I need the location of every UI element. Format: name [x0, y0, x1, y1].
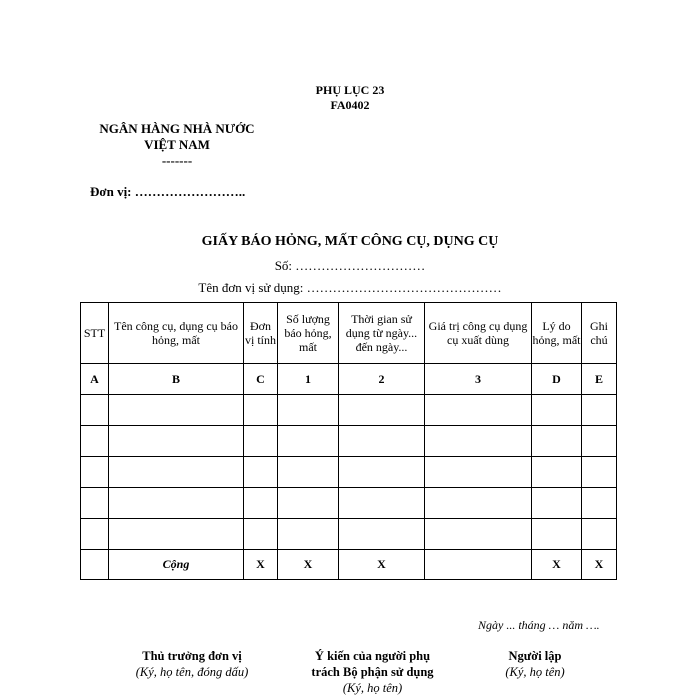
- col-header-stt: STT: [81, 303, 109, 364]
- table-cell: [244, 395, 278, 426]
- table-cell: [532, 426, 582, 457]
- unit-label: Đơn vị: ……………………..: [90, 184, 246, 199]
- table-cell: [81, 395, 109, 426]
- table-cell: [425, 395, 532, 426]
- table-cell: [278, 519, 339, 550]
- table-cell: [582, 488, 617, 519]
- table-cell: [278, 426, 339, 457]
- total-cell: [425, 550, 532, 580]
- table-cell: [278, 488, 339, 519]
- code-cell: B: [109, 364, 244, 395]
- table-cell: [278, 457, 339, 488]
- date-line: Ngày ... tháng … năm ….: [478, 618, 600, 632]
- total-row: [81, 550, 617, 580]
- table-cell: [339, 488, 425, 519]
- table-row: [81, 426, 617, 457]
- signature-preparer: [480, 648, 590, 680]
- table-cell: [81, 488, 109, 519]
- code-cell: A: [81, 364, 109, 395]
- table-cell: [109, 457, 244, 488]
- table-cell: [425, 457, 532, 488]
- table-cell: [582, 457, 617, 488]
- code-cell: D: [532, 364, 582, 395]
- signature-title: Thủ trưởng đơn vị: [142, 649, 242, 663]
- appendix-number: PHỤ LỤC 23: [315, 83, 385, 97]
- table-cell: [244, 488, 278, 519]
- table-cell: [582, 395, 617, 426]
- code-cell: C: [244, 364, 278, 395]
- report-table: [80, 302, 617, 580]
- table-cell: [582, 519, 617, 550]
- total-cell: X: [244, 550, 278, 580]
- table-cell: [244, 457, 278, 488]
- code-cell: 1: [278, 364, 339, 395]
- code-cell: E: [582, 364, 617, 395]
- table-cell: [244, 426, 278, 457]
- table-cell: [81, 519, 109, 550]
- col-header-quantity: Số lượng báo hỏng, mất: [278, 303, 339, 364]
- table-cell: [532, 395, 582, 426]
- table-cell: [339, 426, 425, 457]
- total-cell: X: [278, 550, 339, 580]
- table-cell: [109, 519, 244, 550]
- document-number: Số: …………………………: [274, 258, 426, 273]
- table-row: [81, 395, 617, 426]
- signature-title: Người lập: [508, 649, 562, 663]
- col-header-value: Giá trị công cụ dụng cụ xuất dùng: [425, 303, 532, 364]
- table-cell: [81, 457, 109, 488]
- table-cell: [532, 457, 582, 488]
- table-cell: [425, 426, 532, 457]
- form-code: FA0402: [330, 98, 370, 112]
- table-cell: [81, 426, 109, 457]
- table-cell: [244, 519, 278, 550]
- signature-note: (Ký, họ tên, đóng dấu): [135, 665, 249, 679]
- table-cell: [339, 457, 425, 488]
- total-label: Cộng: [109, 550, 244, 580]
- table-cell: [339, 519, 425, 550]
- bank-header: [82, 121, 272, 169]
- col-header-unit: Đơn vị tính: [244, 303, 278, 364]
- total-cell: X: [339, 550, 425, 580]
- total-cell: X: [582, 550, 617, 580]
- bank-separator: -------: [161, 153, 193, 168]
- appendix-header: [300, 83, 400, 113]
- table-cell: [582, 426, 617, 457]
- table-cell: [532, 488, 582, 519]
- col-header-tool-name: Tên công cụ, dụng cụ báo hỏng, mất: [109, 303, 244, 364]
- total-cell: [81, 550, 109, 580]
- code-cell: 3: [425, 364, 532, 395]
- table-header-row: [81, 303, 617, 364]
- col-header-note: Ghi chú: [582, 303, 617, 364]
- table-cell: [532, 519, 582, 550]
- col-header-reason: Lý do hỏng, mất: [532, 303, 582, 364]
- total-cell: X: [532, 550, 582, 580]
- signature-note: (Ký, họ tên): [505, 665, 565, 679]
- table-cell: [109, 488, 244, 519]
- signature-head-of-unit: [112, 648, 272, 680]
- table-cell: [425, 519, 532, 550]
- table-cell: [109, 395, 244, 426]
- column-code-row: [81, 364, 617, 395]
- col-header-usage-period: Thời gian sử dụng từ ngày... đến ngày...: [339, 303, 425, 364]
- table-row: [81, 488, 617, 519]
- document-title: GIẤY BÁO HỎNG, MẤT CÔNG CỤ, DỤNG CỤ: [201, 234, 499, 249]
- table-cell: [425, 488, 532, 519]
- table-cell: [109, 426, 244, 457]
- unit-name-line: Tên đơn vị sử dụng: ………………………………………: [198, 280, 502, 295]
- bank-name-line1: NGÂN HÀNG NHÀ NƯỚC: [99, 121, 255, 136]
- table-cell: [339, 395, 425, 426]
- signature-department-head: [290, 648, 455, 696]
- table-row: [81, 519, 617, 550]
- table-cell: [278, 395, 339, 426]
- table-row: [81, 457, 617, 488]
- signature-title-line1: Ý kiến của người phụ: [314, 649, 431, 663]
- signature-title-line2: trách Bộ phận sử dụng: [311, 665, 434, 679]
- signature-note: (Ký, họ tên): [342, 681, 403, 695]
- bank-name-line2: VIỆT NAM: [144, 137, 210, 152]
- code-cell: 2: [339, 364, 425, 395]
